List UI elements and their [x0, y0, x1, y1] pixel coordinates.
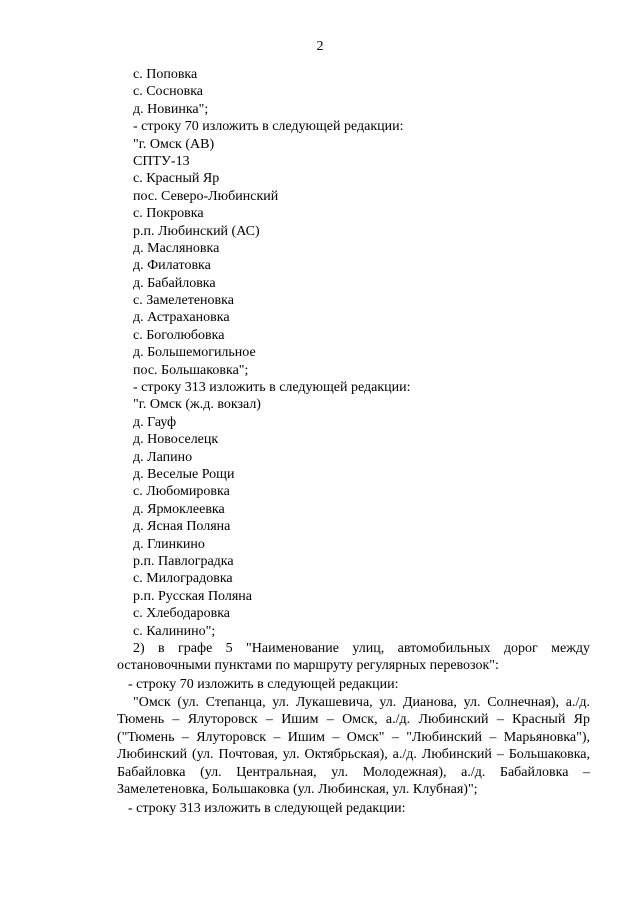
paragraph-2-line-1: 2) в графе 5 "Наименование улиц, автомобильных дорог между	[133, 641, 590, 656]
list-line: - строку 70 изложить в следующей редакции:	[133, 119, 404, 135]
list-line: с. Сосновка	[133, 84, 204, 100]
instruction-70: - строку 70 изложить в следующей редакции:	[128, 677, 399, 692]
list-line: с. Поповка	[133, 67, 198, 82]
instruction-313-block	[117, 800, 590, 817]
list-line: д. Веселые Рощи	[133, 466, 235, 482]
route-70-line-6: Замелетеновка, Большаковка (ул. Любинская, ул. Клубная)";	[117, 781, 478, 797]
list-line: д. Масляновка	[133, 240, 220, 256]
instruction-70-block	[117, 676, 590, 693]
list-line: д. Филатовка	[133, 258, 211, 274]
list-line: "г. Омск (ж.д. вокзал)	[133, 397, 261, 413]
list-line: д. Лапино	[133, 449, 193, 465]
list-line: СПТУ-13	[133, 153, 190, 169]
list-line: д. Бабайловка	[133, 275, 216, 291]
list-line: р.п. Любинский (АС)	[133, 223, 260, 239]
settlement-list	[133, 66, 593, 640]
list-line: с. Хлебодаровка	[133, 606, 230, 622]
list-line: д. Ясная Поляна	[133, 519, 231, 535]
list-line: р.п. Русская Поляна	[133, 588, 253, 604]
route-70-line-3: ("Тюмень – Ялуторовск – Ишим – Омск" – "Любинский – Марьяновка"),	[117, 729, 590, 745]
route-70-line-1: "Омск (ул. Степанца, ул. Лукашевича, ул. Дианова, ул. Солнечная), а./д.	[133, 695, 590, 710]
list-line: д. Ярмоклеевка	[133, 501, 225, 517]
list-line: с. Боголюбовка	[133, 327, 225, 343]
list-line: с. Милоградовка	[133, 571, 233, 587]
paragraph-2	[117, 640, 590, 675]
list-line: д. Гауф	[133, 414, 177, 430]
list-line: пос. Большаковка";	[133, 362, 249, 378]
list-line: д. Глинкино	[133, 536, 205, 552]
route-70-line-2: Тюмень – Ялуторовск – Ишим – Омск, а./д. Любинский – Красный Яр	[117, 712, 590, 728]
list-line: "г. Омск (АВ)	[133, 136, 215, 152]
list-line: с. Замелетеновка	[133, 293, 234, 309]
instruction-313: - строку 313 изложить в следующей редакции:	[128, 801, 406, 816]
paragraph-2-line-2: остановочными пунктами по маршруту регулярных перевозок":	[117, 658, 499, 674]
list-line: пос. Северо-Любинский	[133, 188, 279, 204]
list-line: д. Новоселецк	[133, 432, 219, 448]
route-70-line-4: Любинский (ул. Почтовая, ул. Октябрьская), а./д. Любинский – Большаковка,	[117, 747, 590, 763]
list-line: д. Большемогильное	[133, 345, 256, 361]
list-line: - строку 313 изложить в следующей редакции:	[133, 380, 411, 396]
route-70-line-5: Бабайловка (ул. Центральная, ул. Молодежная), а./д. Бабайловка –	[117, 764, 590, 780]
list-line: с. Покровка	[133, 206, 204, 222]
list-line: р.п. Павлоградка	[133, 553, 234, 569]
list-line: с. Красный Яр	[133, 171, 220, 187]
list-line: с. Калинино";	[133, 623, 216, 639]
list-line: д. Астрахановка	[133, 310, 230, 326]
page-number: 2	[316, 39, 324, 54]
route-70-text	[117, 694, 590, 798]
list-line: с. Любомировка	[133, 484, 230, 500]
list-line: д. Новинка";	[133, 101, 209, 117]
